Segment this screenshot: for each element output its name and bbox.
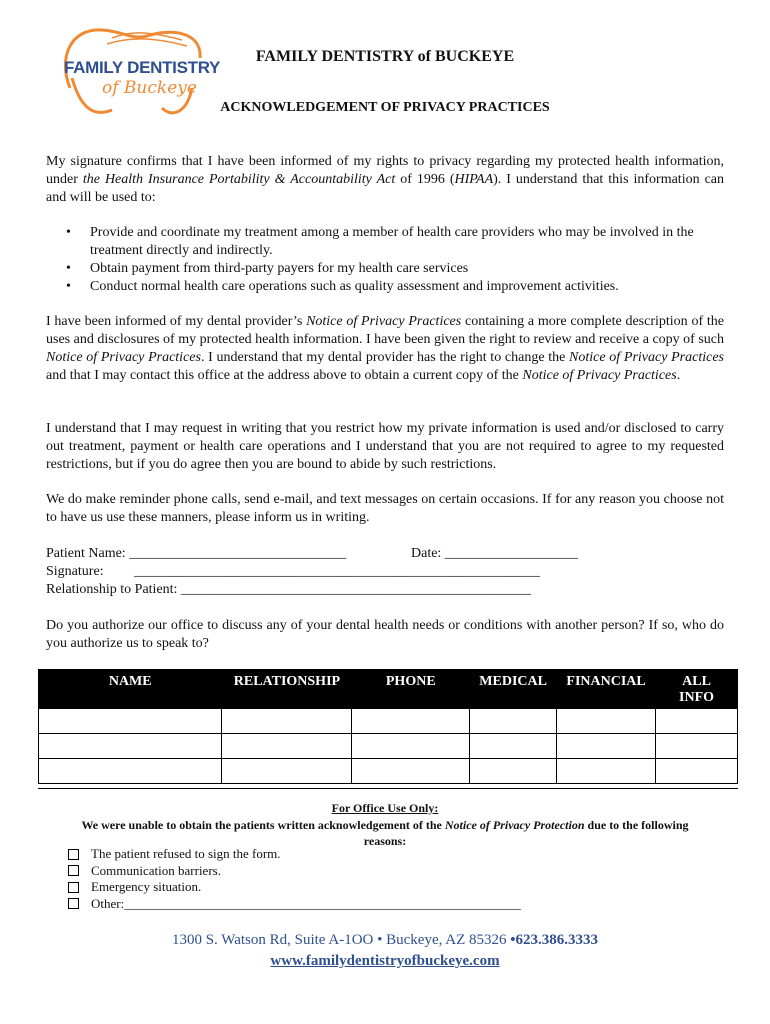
patient-name-field[interactable]: Patient Name: _______________________________ <box>46 546 347 561</box>
table-cell[interactable] <box>352 759 470 784</box>
checkbox-icon[interactable] <box>68 882 79 893</box>
table-header-row <box>39 670 738 709</box>
list-item: • Provide and coordinate my treatment among a member of health care providers who may be involved in the treatment directly and indirectly. <box>46 224 724 260</box>
table-cell[interactable] <box>557 709 656 734</box>
office-use-statement: We were unable to obtain the patients written acknowledgement of the Notice of Privacy Protection due to the following reasons: <box>81 818 689 848</box>
table-cell[interactable] <box>470 709 557 734</box>
notice-paragraph: I have been informed of my dental provider’s Notice of Privacy Practices containing a more complete description of the uses and disclosures of my protected health information. I have been given the right to review and receive a copy of such Notice of Privacy Practices. I understand that my dental provider has the right to change the Notice of Privacy Practices and that I may contact this office at the address above to obtain a current copy of the Notice of Privacy Practices. <box>46 314 724 383</box>
reason-refused[interactable]: The patient refused to sign the form. <box>68 846 521 863</box>
reminder-paragraph: We do make reminder phone calls, send e-mail, and text messages on certain occasions. If for any reason you choose not to have us use these manners, please inform us in writing. <box>46 492 724 525</box>
section-divider <box>38 788 738 789</box>
checkbox-icon[interactable] <box>68 898 79 909</box>
header-relationship: RELATIONSHIP <box>222 670 352 709</box>
intro-paragraph: My signature confirms that I have been informed of my rights to privacy regarding my protected health information, under the Health Insurance Portability & Accountability Act of 1996 (HIPAA). I understand that this information can and will be used to: <box>46 154 724 205</box>
authorization-table <box>38 669 738 784</box>
table-cell[interactable] <box>222 759 352 784</box>
header-financial: FINANCIAL <box>557 670 656 709</box>
list-item: • Obtain payment from third-party payers for my health care services <box>46 260 724 278</box>
table-row <box>39 709 738 734</box>
list-item: • Conduct normal health care operations such as quality assessment and improvement activities. <box>46 278 724 296</box>
table-cell[interactable] <box>470 734 557 759</box>
table-cell[interactable] <box>39 709 222 734</box>
table-cell[interactable] <box>470 759 557 784</box>
table-cell[interactable] <box>656 734 738 759</box>
reason-communication[interactable]: Communication barriers. <box>68 863 521 880</box>
website-link[interactable]: www.familydentistryofbuckeye.com <box>270 953 500 969</box>
usage-list <box>46 224 724 296</box>
restrictions-paragraph: I understand that I may request in writing that you restrict how my private information is used and/or disclosed to carry out treatment, payment or health care operations and I understand that you are not required to agree to my requested restrictions, but if you do agree then you are bound to abide by such restrictions. <box>46 421 724 472</box>
checkbox-icon[interactable] <box>68 865 79 876</box>
table-cell[interactable] <box>557 759 656 784</box>
authorize-question: Do you authorize our office to discuss any of your dental health needs or conditions with another person? If so, who do you authorize us to speak to? <box>46 618 724 651</box>
table-cell[interactable] <box>352 734 470 759</box>
footer-address: 1300 S. Watson Rd, Suite A-1OO • Buckeye, AZ 85326 •623.386.3333 <box>171 932 599 948</box>
table-row <box>39 734 738 759</box>
header-name: NAME <box>39 670 222 709</box>
page-subtitle: ACKNOWLEDGEMENT OF PRIVACY PRACTICES <box>220 100 550 115</box>
table-cell[interactable] <box>557 734 656 759</box>
header-all-info: ALL INFO <box>656 670 738 709</box>
signature-label: Signature: <box>46 564 104 579</box>
logo-wordmark: FAMILY DENTISTRY <box>64 58 221 77</box>
office-use-heading: For Office Use Only: <box>331 801 439 815</box>
header-phone: PHONE <box>352 670 470 709</box>
checkbox-icon[interactable] <box>68 849 79 860</box>
reason-emergency[interactable]: Emergency situation. <box>68 879 521 896</box>
table-cell[interactable] <box>656 759 738 784</box>
header-medical: MEDICAL <box>470 670 557 709</box>
signature-field[interactable]: __________________________________________________________ <box>134 564 540 579</box>
table-row <box>39 759 738 784</box>
table-cell[interactable] <box>222 709 352 734</box>
table-cell[interactable] <box>222 734 352 759</box>
table-cell[interactable] <box>352 709 470 734</box>
page-title: FAMILY DENTISTRY of BUCKEYE <box>255 48 515 65</box>
reasons-list <box>68 846 521 912</box>
relationship-field[interactable]: Relationship to Patient: __________________________________________________ <box>46 582 531 597</box>
table-cell[interactable] <box>39 759 222 784</box>
date-field[interactable]: Date: ___________________ <box>411 546 578 561</box>
table-cell[interactable] <box>656 709 738 734</box>
table-cell[interactable] <box>39 734 222 759</box>
logo-script: of Buckeye <box>102 78 197 98</box>
reason-other[interactable]: Other:_____________________________________________________________ <box>68 896 521 913</box>
